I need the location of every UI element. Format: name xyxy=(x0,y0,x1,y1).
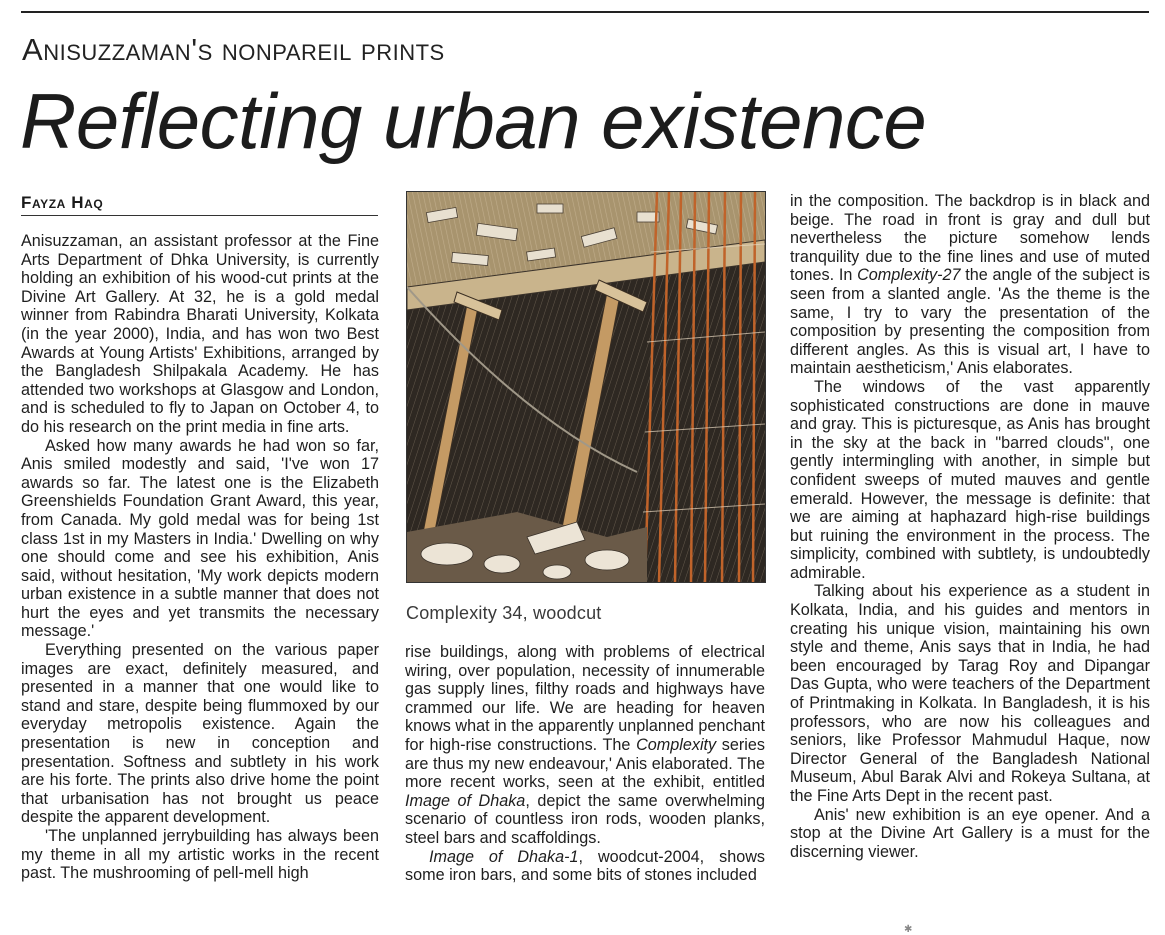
top-rule xyxy=(21,11,1149,13)
col1-paragraph-4: 'The unplanned jerrybuilding has always been my theme in all my artistic works in the recent past. The mushrooming of pell-mell high xyxy=(21,827,379,883)
woodcut-illustration xyxy=(407,192,765,582)
author-byline: Fayza Haq xyxy=(21,193,104,212)
col3-paragraph-1: in the composition. The backdrop is in black and beige. The road in front is gray and dull but nevertheless the picture somehow lends tranquility due to the fine lines and use of muted tones. In Complexity-27 the angle of the subject is seen from a slanted angle. 'As the theme is the same, I try to vary the presentation of the composition by presenting the composition from different angles. As this is visual art, I have to maintain aestheticism,' Anis elaborates. xyxy=(790,192,1151,378)
col3-paragraph-2: The windows of the vast apparently sophisticated constructions are done in mauve and gray. This is picturesque, as Anis has brought in the sky at the back in "barred clouds", one gently intermingling with another, in simple but confident sweeps of muted mauves and gentle emerald. However, the message is definite: that we are aiming at haphazard high-rise buildings but ruining the environment in the process. The simplicity, combined with subtlety, is undoubtedly admirable. xyxy=(790,377,1150,582)
column-2 xyxy=(405,643,765,885)
image-caption: Complexity 34, woodcut xyxy=(406,603,602,623)
col1-paragraph-2: Asked how many awards he had won so far, Anis smiled modestly and said, 'I've won 17 awards so far. The latest one is the Elizabeth Greenshields Foundation Grant Award, this year, from Canada. My gold medal was for being 1st class 1st in my Masters in India.' Dwelling on why one should come and see his exhibition, Anis said, without hesitation, 'My work depicts modern urban existence in a subtle manner that does not hurt the eyes and yet transmits the necessary message.' xyxy=(21,436,379,641)
woodcut-image xyxy=(406,191,766,583)
col2-paragraph-1: rise buildings, along with problems of electrical wiring, over population, necessity of innumerable gas supply lines, filthy roads and highways have crammed our life. We are heading for heaven knows what in the apparently unplanned penchant for high-rise constructions. The Complexity series are thus my new endeavour,' Anis elaborated. The more recent works, seen at the exhibit, entitled Image of Dhaka, depict the same overwhelming scenario of countless iron rods, wooden planks, steel bars and scaffoldings. xyxy=(405,643,766,847)
col1-paragraph-1: Anisuzzaman, an assistant professor at the Fine Arts Department of Dhka University, is currently holding an exhibition of his wood-cut prints at the Divine Art Gallery. At 32, he is a gold medal winner from Rabindra Bharati University, Kolkata (in the year 2000), India, and has won two Best Awards at Young Artists' Exhibitions, arranged by the Bangladesh Shilpakala Academy. He has attended two workshops at Glasgow and London, and is scheduled to fly to Japan on October 4, to do his research on the print media in fine arts. xyxy=(21,232,379,436)
column-1 xyxy=(21,232,379,883)
byline-rule xyxy=(21,215,378,216)
article-kicker: Anisuzzaman's nonpareil prints xyxy=(22,32,445,67)
col3-paragraph-3: Talking about his experience as a student in Kolkata, India, and his guides and mentors in creating his unique vision, maintaining his own style and theme, Anis says that in India, he had been encouraged by Tarag Roy and Dipangar Das Gupta, who were teachers of the Department of Printmaking in Kolkata. In Bangladesh, it is his professors, who are now his colleagues and seniors, like Professor Mahmudul Haque, now Director General of the Bangladesh National Museum, Abul Barak Alvi and Rokeya Sultana, at the Fine Arts Dept in the recent past. xyxy=(790,582,1150,805)
col3-paragraph-4: Anis' new exhibition is an eye opener. And a stop at the Divine Art Gallery is a must for the discerning viewer. xyxy=(790,805,1150,861)
article-headline: Reflecting urban existence xyxy=(20,77,927,165)
col1-paragraph-3: Everything presented on the various paper images are exact, definitely measured, and presented in a manner that one would like to stand and stare, despite being flummoxed by our everyday metropolis existence. Again the presentation is new in conception and presentation. Softness and subtlety in his work are his forte. The prints also drive home the point that urbanisation has not brought us peace despite the apparent development. xyxy=(21,641,379,827)
page-ornament-icon: ✱ xyxy=(904,924,913,935)
column-3 xyxy=(790,192,1150,861)
col2-paragraph-2: Image of Dhaka-1, woodcut-2004, shows some iron bars, and some bits of stones included xyxy=(405,847,765,885)
